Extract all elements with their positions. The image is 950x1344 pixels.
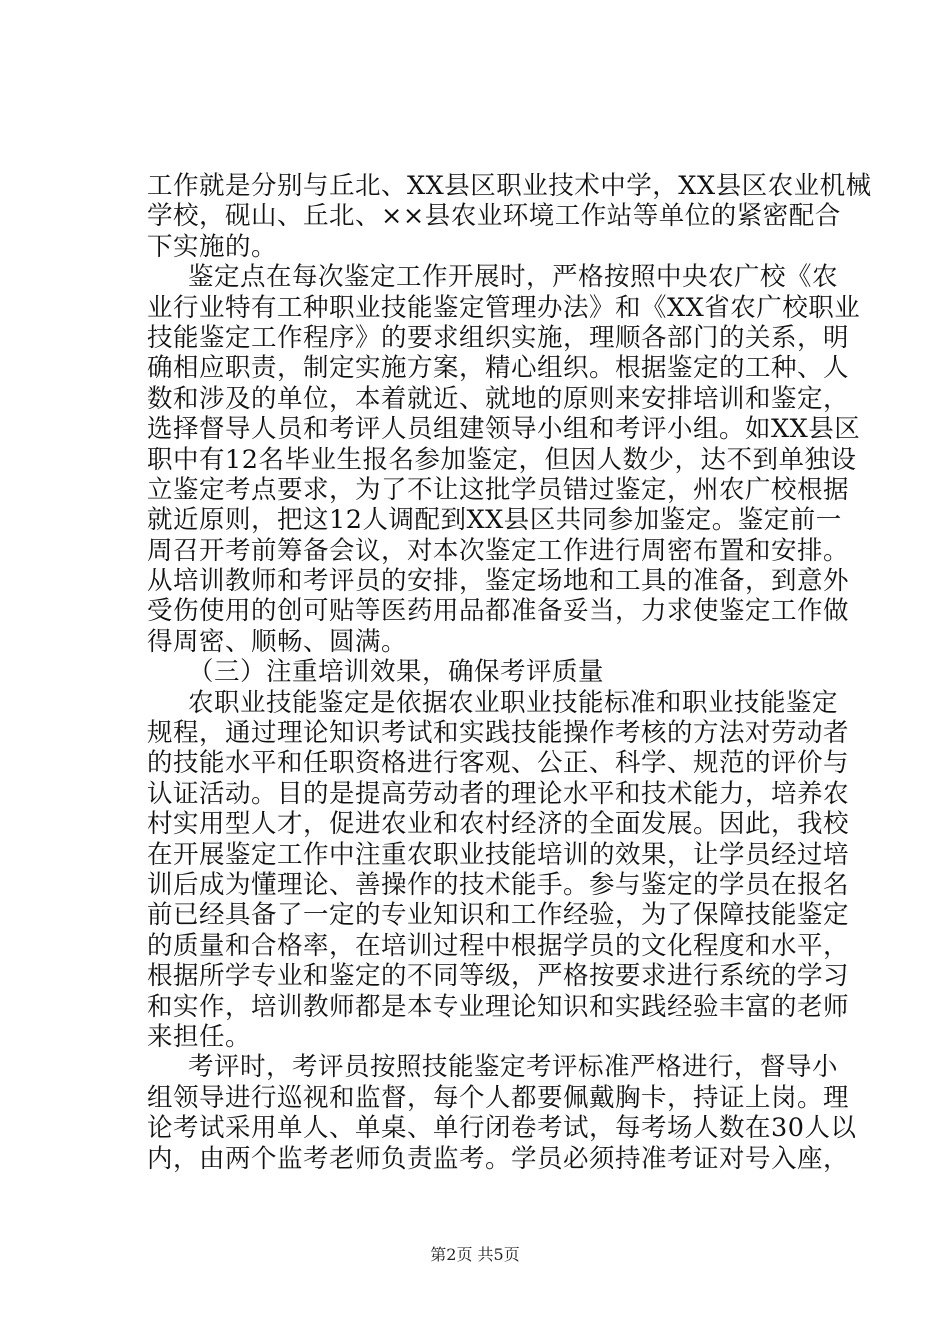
text-line: 来担任。 bbox=[147, 1021, 252, 1052]
text-line: 规程，通过理论知识考试和实践技能操作考核的方法对劳动者 bbox=[147, 718, 850, 749]
text-line: 立鉴定考点要求，为了不让这批学员错过鉴定，州农广校根据 bbox=[147, 474, 850, 505]
paragraph-first-line: 农职业技能鉴定是依据农业职业技能标准和职业技能鉴定 bbox=[188, 687, 839, 718]
text-line: 确相应职责，制定实施方案，精心组织。根据鉴定的工种、人 bbox=[147, 353, 850, 384]
text-line: 下实施的。 bbox=[147, 231, 278, 262]
text-line: 训后成为懂理论、善操作的技术能手。参与鉴定的学员在报名 bbox=[147, 869, 850, 900]
text-line: 前已经具备了一定的专业知识和工作经验，为了保障技能鉴定 bbox=[147, 900, 850, 931]
text-line: 选择督导人员和考评人员组建领导小组和考评小组。如XX县区 bbox=[147, 414, 861, 445]
text-line: 村实用型人才，促进农业和农村经济的全面发展。因此，我校 bbox=[147, 809, 850, 840]
text-line: 认证活动。目的是提高劳动者的理论水平和技术能力，培养农 bbox=[147, 778, 850, 809]
text-line: 职中有12名毕业生报名参加鉴定，但因人数少，达不到单独设 bbox=[147, 444, 857, 475]
text-line: 业行业特有工种职业技能鉴定管理办法》和《XX省农广校职业 bbox=[147, 292, 861, 323]
text-line: 和实作，培训教师都是本专业理论知识和实践经验丰富的老师 bbox=[147, 991, 850, 1022]
text-line: 的质量和合格率，在培训过程中根据学员的文化程度和水平， bbox=[147, 930, 850, 961]
text-line: 学校，砚山、丘北、××县农业环境工作站等单位的紧密配合 bbox=[147, 201, 841, 232]
page-footer: 第2页 共5页 bbox=[430, 1245, 520, 1264]
text-line: 工作就是分别与丘北、XX县区职业技术中学，XX县区农业机械 bbox=[147, 171, 872, 201]
document-body bbox=[147, 171, 872, 1174]
text-line: 的技能水平和任职资格进行客观、公正、科学、规范的评价与 bbox=[147, 748, 850, 779]
text-line: 从培训教师和考评员的安排，鉴定场地和工具的准备，到意外 bbox=[147, 566, 850, 597]
section-heading: （三）注重培训效果，确保考评质量 bbox=[188, 657, 605, 688]
text-line: 在开展鉴定工作中注重农职业技能培训的效果，让学员经过培 bbox=[147, 839, 850, 870]
text-line: 技能鉴定工作程序》的要求组织实施，理顺各部门的关系，明 bbox=[147, 322, 850, 353]
text-line: 受伤使用的创可贴等医药用品都准备妥当，力求使鉴定工作做 bbox=[147, 596, 850, 627]
text-line: 论考试采用单人、单桌、单行闭卷考试，每考场人数在30人以 bbox=[147, 1113, 857, 1144]
paragraph-first-line: 鉴定点在每次鉴定工作开展时，严格按照中央农广校《农 bbox=[188, 262, 839, 293]
text-line: 就近原则，把这12人调配到XX县区共同参加鉴定。鉴定前一 bbox=[147, 505, 842, 536]
text-line: 周召开考前筹备会议，对本次鉴定工作进行周密布置和安排。 bbox=[147, 535, 850, 566]
text-line: 内，由两个监考老师负责监考。学员必须持准考证对号入座， bbox=[147, 1143, 850, 1174]
text-line: 得周密、顺畅、圆满。 bbox=[147, 626, 408, 657]
text-line: 组领导进行巡视和监督，每个人都要佩戴胸卡，持证上岗。理 bbox=[147, 1082, 850, 1113]
text-line: 根据所学专业和鉴定的不同等级，严格按要求进行系统的学习 bbox=[147, 961, 850, 992]
text-line: 数和涉及的单位，本着就近、就地的原则来安排培训和鉴定， bbox=[147, 383, 850, 414]
paragraph-first-line: 考评时，考评员按照技能鉴定考评标准严格进行，督导小 bbox=[188, 1052, 839, 1083]
